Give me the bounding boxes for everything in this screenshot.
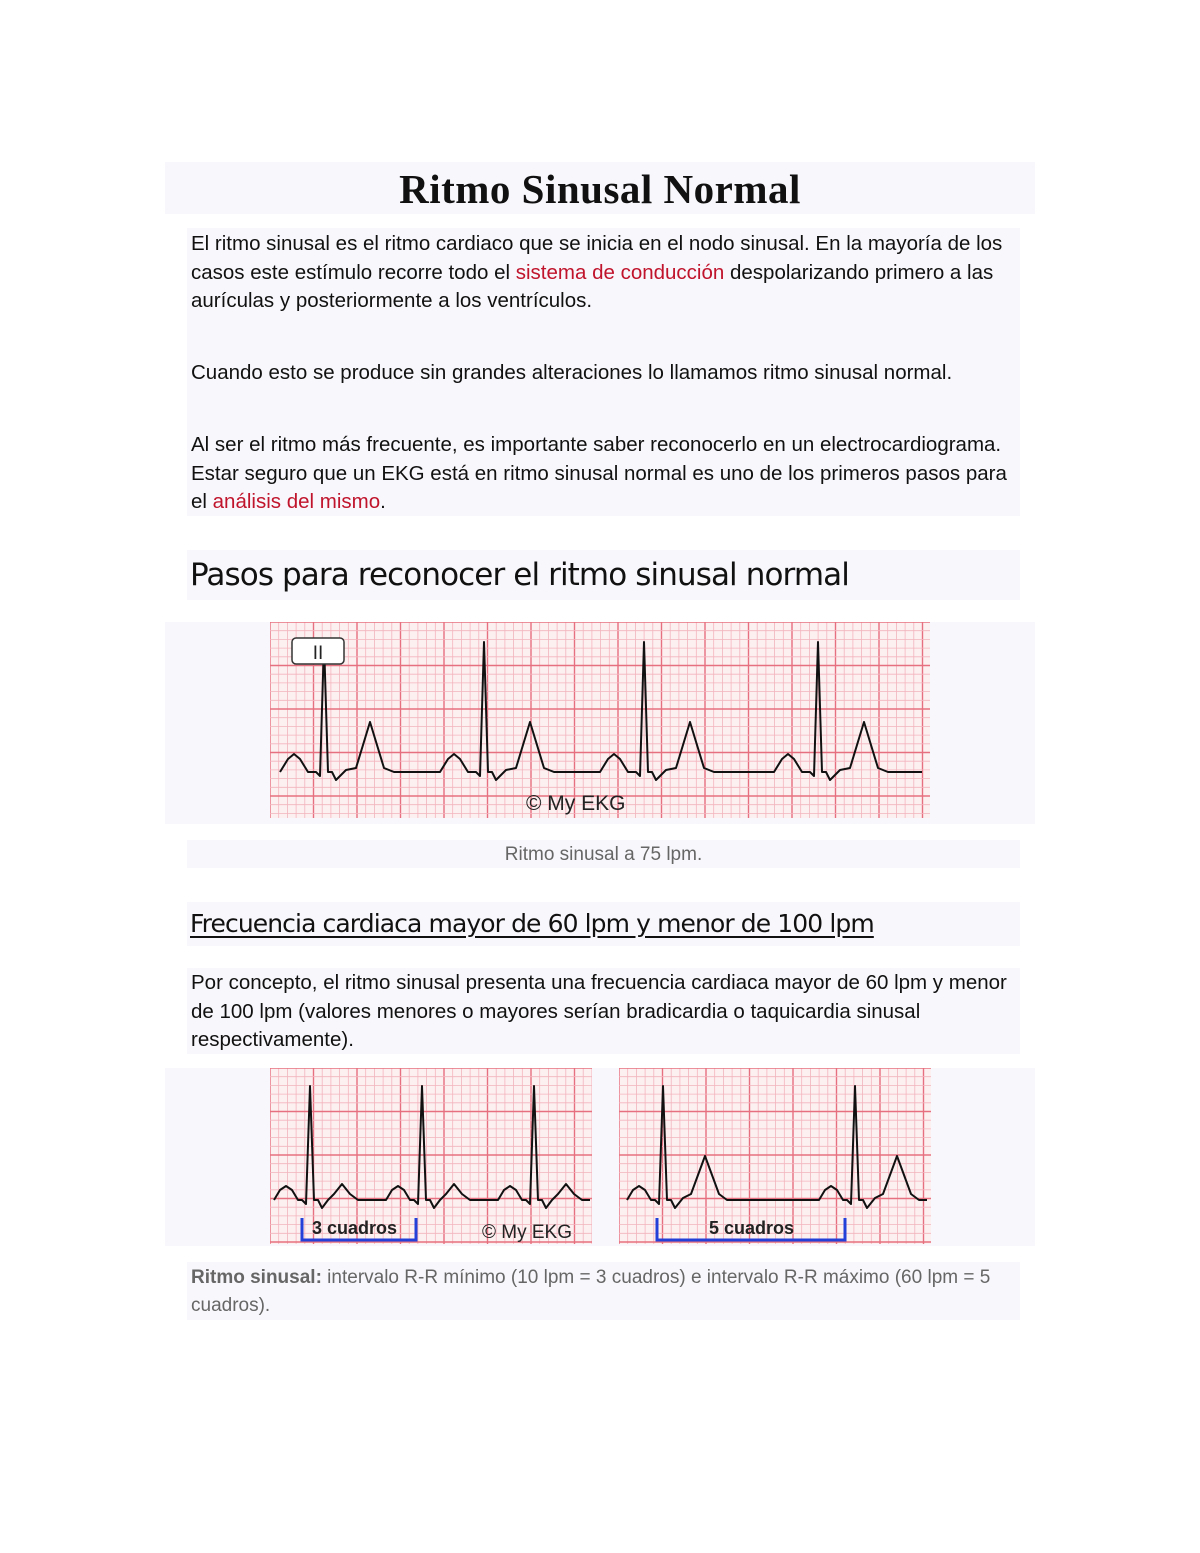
text-span: despolarizando primero a las aurículas y posteriormente a los ventrículos.: [191, 260, 994, 312]
caption-text: intervalo R-R mínimo (10 lpm = 3 cuadros) e intervalo R-R máximo (60 lpm = 5 cuadros).: [191, 1267, 991, 1316]
interval-label: 5 cuadros: [709, 1218, 795, 1238]
figure-caption-2: [191, 1264, 1016, 1320]
link-analisis-del-mismo[interactable]: análisis del mismo: [212, 490, 381, 513]
ecg-strip-3-cuadros: [270, 1068, 592, 1244]
lead-label: II: [312, 643, 324, 664]
text-span: .: [380, 490, 386, 513]
watermark: © My EKG: [526, 792, 626, 815]
subheading: Frecuencia cardiaca mayor de 60 lpm y menor de 100 lpm: [190, 909, 874, 938]
paragraph-frecuencia: Por concepto, el ritmo sinusal presenta una frecuencia cardiaca mayor de 60 lpm y menor de 100 lpm (valores menores o mayores serían bradicardia o taquicardia sinusal respectivamente).: [191, 971, 1007, 1051]
intro-paragraph-3: [191, 431, 1016, 517]
section-heading: Pasos para reconocer el ritmo sinusal normal: [190, 557, 849, 593]
figure-caption-1: Ritmo sinusal a 75 lpm.: [504, 844, 703, 865]
page-title: Ritmo Sinusal Normal: [399, 166, 801, 212]
link-sistema-conduccion[interactable]: sistema de conducción: [515, 260, 725, 284]
caption-bold: Ritmo sinusal:: [191, 1267, 322, 1288]
ecg-strip-5-cuadros: [619, 1068, 931, 1244]
intro-paragraph-2: Cuando esto se produce sin grandes alteraciones lo llamamos ritmo sinusal normal.: [191, 361, 953, 384]
text-span: El ritmo sinusal es el ritmo cardiaco que se inicia en el nodo sinusal. En la mayoría de los casos este estímulo recorre todo el: [191, 232, 1003, 284]
intro-paragraph-1: [191, 230, 1016, 316]
interval-label: 3 cuadros: [312, 1218, 398, 1238]
ecg-strip-lead-ii: [270, 622, 930, 818]
text-span: Al ser el ritmo más frecuente, es importante saber reconocerlo en un electrocardiograma. Estar seguro que un EKG está en ritmo sinusal normal es uno de los primeros pasos para el: [191, 433, 1007, 513]
ecg-paper: [270, 622, 930, 818]
watermark: © My EKG: [482, 1222, 573, 1243]
